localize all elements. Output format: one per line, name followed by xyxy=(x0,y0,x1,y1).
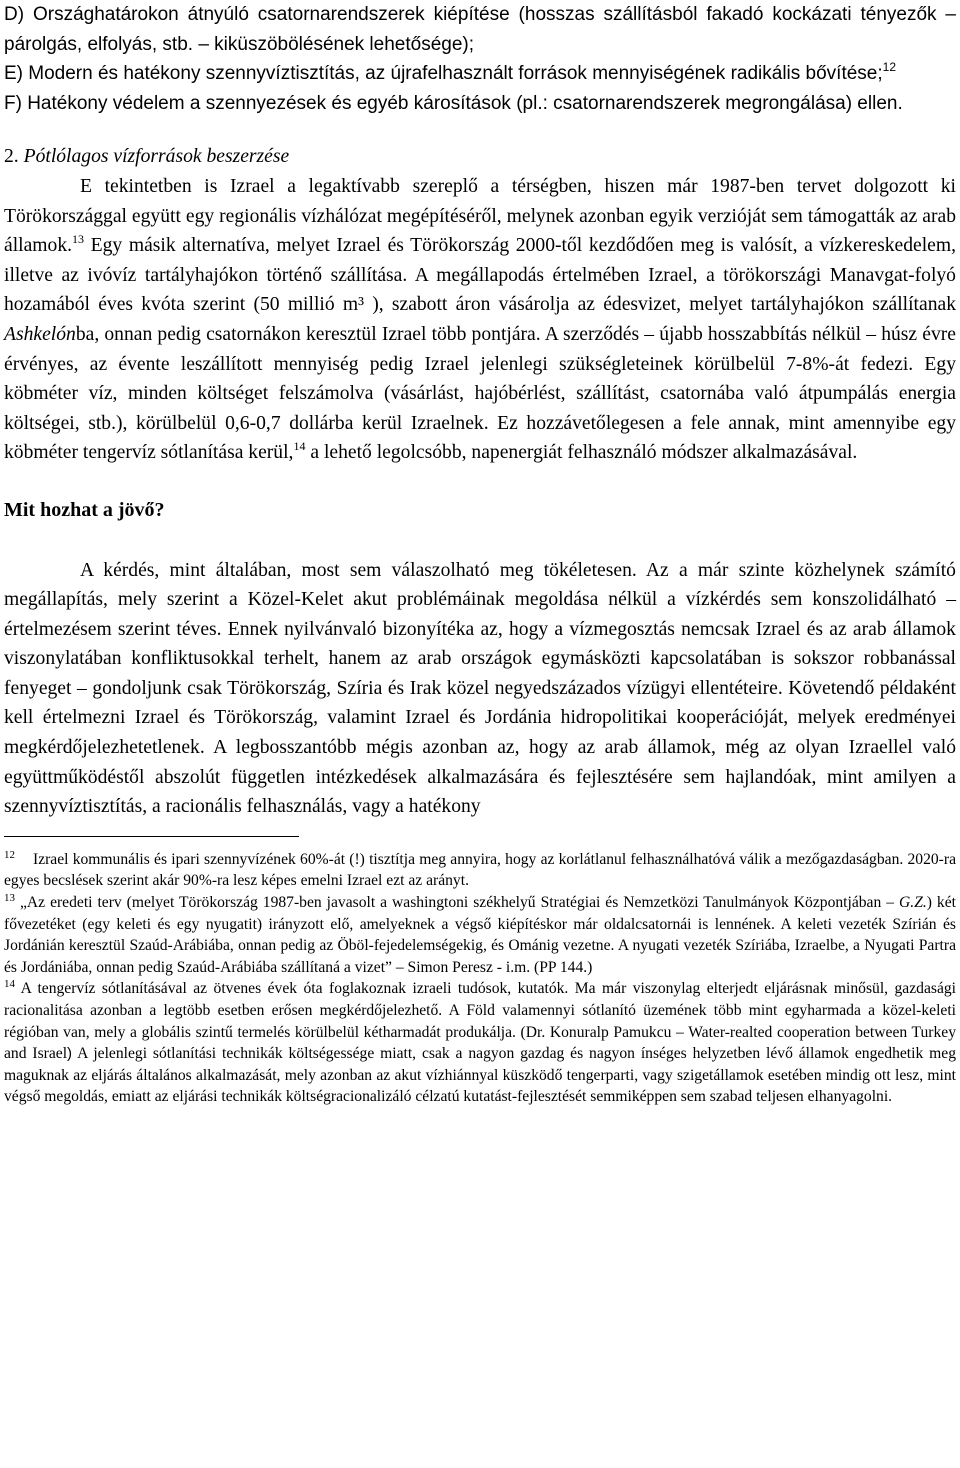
footnote-number: 14 xyxy=(4,978,15,991)
footnote-13: $^{13}$ „Az eredeti terv (melyet Törökország 1987-ben javasolt a washingtoni székhelyű Stratégiai és Nemzetközi Tanulmányok Központjában – G.Z.) két fővezetéket (egy keleti és egy nyugatit) irányzott elő, amelyeknek a végső kiépítéskor már oldalcsatornái is lennének. A keleti vezeték Szírián és Jordánián keresztül Szaúd-Arábiába, onnan pedig az Öböl-fejedelemségekig, és Ománig vezetne. A nyugati vezeték Szíriába, Izraelbe, a Nyugati Partra és Jordániába, onnan pedig Szaúd-Arábiába szállítaná a vizet” – Simon Peresz - i.m. (PP 144.) xyxy=(4,892,956,976)
future-paragraph: A kérdés, mint általában, most sem válaszolható meg tökéletesen. Az a már szinte közhelynek számító megállapítás, mely szerint a Közel-Kelet akut problémáinak megoldása nélkül a vízkérdés sem konszolidálható – értelmezésem szerint téves. Ennek nyilvánvaló bizonyítéka az, hogy a vízmegosztás nemcsak Izrael és az arab államok viszonylatában konfliktusokkal terhelt, hanem az arab országok egymásközti kapcsolatában is sokszor robbanással fenyeget – gondoljunk csak Törökország, Szíria és Irak közel negyedszázados vízügyi ellentéteire. Követendő példaként kell értelmezni Izrael és Törökország, valamint Izrael és Jordánia hidropolitikai kooperációját, melyek eredményei megkérdőjelezhetetlenek. A legbosszantóbb mégis azonban az, hogy az arab államok, még az olyan Izraellel való együttműködéstől abszolút független intézkedések alkalmazására és fejlesztésére sem hajlandóak, mint amilyen a szennyvíztisztítás, a racionális felhasználás, vagy a hatékony xyxy=(4,559,956,818)
author-initials: G.Z. xyxy=(899,894,927,912)
section-2-paragraph: E tekintetben is Izrael a legaktívabb szereplő a térségben, hiszen már 1987-ben tervet dolgozott ki Törökországgal együtt egy regionális vízhálózat megépítéséről, melynek azonban egyik verzióját sem támogatták az arab államok.$^{13}$ Egy másik alternatíva, melyet Izrael és Törökország 2000-től kezdődően meg is valósít, a vízkereskedelem, illetve az ivóvíz tartályhajókon történő szállítása. A megállapodás értelmében Izrael, a törökországi Manavgat-folyó hozamából éves kvóta szerint (50 millió m³ ), szabott áron vásárolja az édesvizet, melyet tartályhajókon szállítanak Ashkelónba, onnan pedig csatornákon keresztül Izrael több pontjára. A szerződés – újabb hosszabbítás nélkül – húsz évre érvényes, az évente leszállított mennyiség pedig Izrael jelenlegi szükségleteinek körülbelül 7-8%-át fedezi. Egy köbméter víz, minden költséget felszámolva (vásárlást, hajóbérlést, szállítást, csatornába való átpumpálás energia költségei, stb.), körülbelül 0,6-0,7 dollárba kerül Izraelnek. Ez hozzávetőlegesen a fele annak, mint amennyibe egy köbméter tengervíz sótlanítása kerül,$^{14}$ a lehető legolcsóbb, napenergiát felhasználó módszer alkalmazásával. xyxy=(4,175,956,464)
footnote-number: 13 xyxy=(4,892,15,905)
main-text xyxy=(4,0,956,822)
footnote-ref-13[interactable]: 13 xyxy=(72,232,85,247)
footnote-12: $^{12}$ Izrael kommunális és ipari szennyvízének 60%-át (!) tisztítja meg annyira, hogy az korlátlanul felhasználhatóvá válik a mezőgazdaságban. 2020-ra egyes becslések szerint akár 90%-ra lesz képes emelni Izrael ezt az arányt. xyxy=(4,848,956,890)
footnotes xyxy=(4,849,956,1108)
list-item-f: F) Hatékony védelem a szennyezések és egyéb károsítások (pl.: csatornarendszerek megrongálása) ellen. xyxy=(4,92,903,114)
future-heading: Mit hozhat a jövő? xyxy=(4,498,165,521)
footnote-separator xyxy=(4,836,299,837)
footnote-14: $^{14}$ A tengervíz sótlanításával az ötvenes évek óta foglakoznak izraeli tudósok, kutatók. Ma már viszonylag elterjedt eljárásnak minősül, gazdasági racionalitása azonban a legtöbb esetben erősen megkérdőjelezhető. A Föld valamennyi sótlanító üzemének több mint egyharmada a közel-keleti régióban van, mely a globális szintű termelés körülbelül kétharmadát produkálja. (Dr. Konuralp Pamukcu – Water-realted cooperation between Turkey and Israel) A jelenlegi sótlanítási technikák költségessége miatt, csak a nagyon gazdag és nagyon ínséges helyzetben lévő államok engedhetik meg maguknak az eljárás általános alkalmazását, mely azonban az akut vízhiánnyal küszködő tengerparti, vagy szigetállamok esetében mindig ott lesz, mint végső megoldás, emiatt az eljárási technikák költségracionalizáló célzatú kutatást-fejlesztését semmiképpen sem szabad teljesen elhanyagolni. xyxy=(4,978,956,1106)
footnote-ref-14[interactable]: 14 xyxy=(293,439,306,454)
place-name: Ashkelón xyxy=(4,323,76,345)
section-title: Pótlólagos vízforrások beszerzése xyxy=(23,146,290,168)
section-number: 2. xyxy=(4,146,19,168)
footnote-ref-12[interactable]: 12 xyxy=(882,60,897,75)
document-page xyxy=(4,0,956,1108)
list-item-d: D) Országhatárokon átnyúló csatornarendszerek kiépítése (hosszas szállításból fakadó kockázati tényezők – párolgás, elfolyás, stb. – kiküszöbölésének lehetősége); xyxy=(4,4,956,55)
section-2-title xyxy=(4,142,956,172)
footnote-number: 12 xyxy=(4,848,15,861)
list-item-e: E) Modern és hatékony szennyvíztisztítás, az újrafelhasznált források mennyiségének radikális bővítése;$^{12}$ xyxy=(4,60,897,85)
